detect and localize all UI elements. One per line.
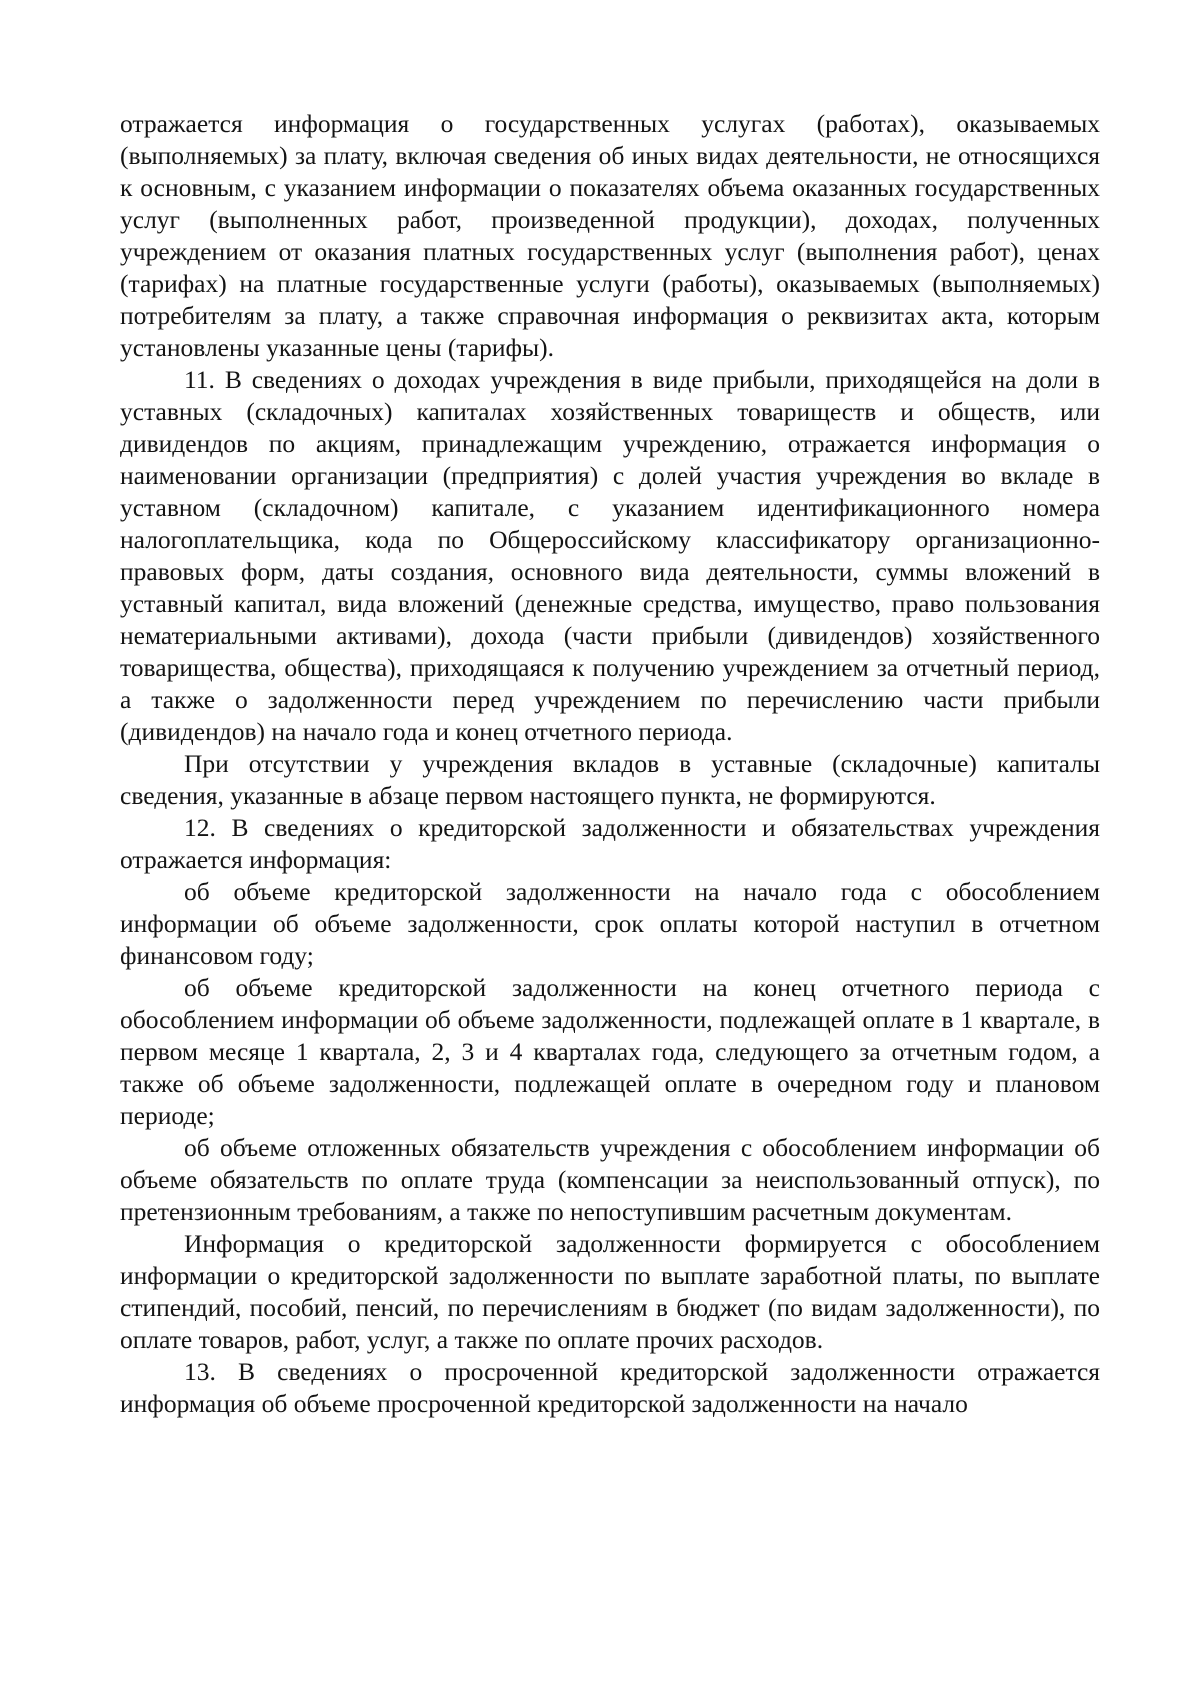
paragraph-continuation: отражается информация о государственных услугах (работах), оказываемых (выполняемых) за плату, включая сведения об иных видах деятельности, не относящихся к основным, с указанием информации о показателях объема оказанных государственных услуг (выполненных работ, произведенной продукции), доходах, полученных учреждением от оказания платных государственных услуг (выполнения работ), ценах (тарифах) на платные государственные услуги (работы), оказываемых (выполняемых) потребителям за плату, а также справочная информация о реквизитах акта, которым установлены указанные цены (тарифы). <box>120 109 1100 362</box>
paragraph-item-12-b: об объеме кредиторской задолженности на конец отчетного периода с обособлением информации об объеме задолженности, подлежащей оплате в 1 квартале, в первом месяце 1 квартала, 2, 3 и 4 кварталах года, следующего за отчетным годом, а также об объеме задолженности, подлежащей оплате в очередном году и плановом периоде; <box>120 973 1100 1130</box>
paragraph-item-12-info: Информация о кредиторской задолженности формируется с обособлением информации о кредиторской задолженности по выплате заработной платы, по выплате стипендий, пособий, пенсий, по перечислениям в бюджет (по видам задолженности), по оплате товаров, работ, услуг, а также по оплате прочих расходов. <box>120 1229 1100 1354</box>
paragraph-item-12: 12. В сведениях о кредиторской задолженности и обязательствах учреждения отражается информация: <box>120 813 1100 874</box>
paragraph-item-13: 13. В сведениях о просроченной кредиторской задолженности отражается информация об объеме просроченной кредиторской задолженности на начало <box>120 1357 1100 1418</box>
document-body <box>120 108 1100 1420</box>
paragraph-item-12-a: об объеме кредиторской задолженности на начало года с обособлением информации об объеме задолженности, срок оплаты которой наступил в отчетном финансовом году; <box>120 877 1100 970</box>
paragraph-item-12-c: об объеме отложенных обязательств учреждения с обособлением информации об объеме обязательств по оплате труда (компенсации за неиспользованный отпуск), по претензионным требованиям, а также по непоступившим расчетным документам. <box>120 1133 1100 1226</box>
paragraph-item-11-absence: При отсутствии у учреждения вкладов в уставные (складочные) капиталы сведения, указанные в абзаце первом настоящего пункта, не формируются. <box>120 749 1100 810</box>
paragraph-item-11: 11. В сведениях о доходах учреждения в виде прибыли, приходящейся на доли в уставных (складочных) капиталах хозяйственных товариществ и обществ, или дивидендов по акциям, принадлежащим учреждению, отражается информация о наименовании организации (предприятия) с долей участия учреждения во вкладе в уставном (складочном) капитале, с указанием идентификационного номера налогоплательщика, кода по Общероссийскому классификатору организационно-правовых форм, даты создания, основного вида деятельности, суммы вложений в уставный капитал, вида вложений (денежные средства, имущество, право пользования нематериальными активами), дохода (части прибыли (дивидендов) хозяйственного товарищества, общества), приходящаяся к получению учреждением за отчетный период, а также о задолженности перед учреждением по перечислению части прибыли (дивидендов) на начало года и конец отчетного периода. <box>120 365 1100 746</box>
